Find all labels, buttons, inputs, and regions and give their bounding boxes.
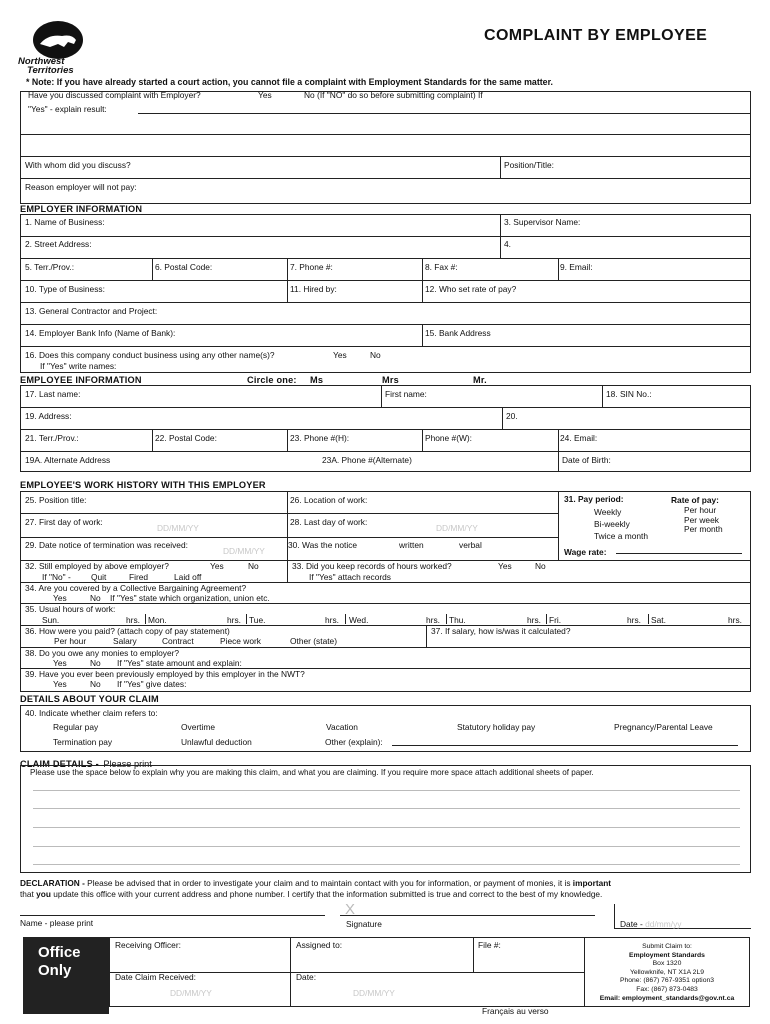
other-names-no[interactable]: No [370, 350, 381, 360]
cba-question: 34. Are you covered by a Collective Bargaining Agreement? [25, 583, 247, 593]
claim-other-line[interactable] [392, 745, 738, 746]
title-mr[interactable]: Mr. [473, 375, 487, 385]
declaration-important: important [572, 878, 612, 888]
assigned-to-field[interactable]: Assigned to: [296, 940, 343, 950]
postal-code-field[interactable]: 6. Postal Code: [155, 262, 213, 272]
name-line[interactable] [20, 915, 325, 916]
last-day-placeholder: DD/MM/YY [436, 523, 478, 533]
reason-laid-off[interactable]: Laid off [174, 572, 202, 582]
paid-other[interactable]: Other (state) [290, 636, 338, 646]
owe-yes[interactable]: Yes [53, 658, 67, 668]
rate-of-pay-label: Rate of pay: [671, 495, 719, 505]
cba-yes[interactable]: Yes [53, 593, 67, 603]
circle-one-label: Circle one: [247, 375, 297, 385]
claim-overtime[interactable]: Overtime [181, 722, 215, 732]
wage-rate-label: Wage rate: [564, 547, 607, 557]
work-phone-field[interactable]: Phone #(W): [425, 433, 473, 443]
declaration-line2: update this office with your current address and phone number. I certify that the information submitted is true and correct to the best of my knowledge. [53, 888, 603, 899]
signature-label: Signature [346, 919, 382, 929]
office-date-field[interactable]: Date: [296, 972, 317, 982]
paid-salary[interactable]: Salary [113, 636, 137, 646]
reason-quit[interactable]: Quit [91, 572, 107, 582]
fax-field[interactable]: 8. Fax #: [425, 262, 458, 272]
discussed-no[interactable]: No (If "NO" do so before submitting complaint) If [304, 90, 483, 100]
date-received-field[interactable]: Date Claim Received: [115, 972, 196, 982]
claim-details-label: CLAIM DETAILS - [20, 759, 99, 769]
business-name-field[interactable]: 1. Name of Business: [25, 217, 105, 227]
hrs-label: hrs. [527, 615, 541, 625]
salary-calc-field[interactable]: 37. If salary, how is/was it calculated? [431, 626, 571, 636]
claim-details-instruction: Please use the space below to explain why you are making this claim, and what you are claiming. If you require more space attach additional sheets of paper. [30, 768, 594, 777]
field-20[interactable]: 20. [506, 411, 518, 421]
court-note: * Note: If you have already started a court action, you cannot file a complaint with Employment Standards for the same matter. [26, 77, 553, 87]
date-of-birth-field[interactable]: Date of Birth: [562, 455, 611, 465]
cba-state[interactable]: If "Yes" state which organization, union etc. [110, 593, 270, 603]
submit-office: Employment Standards [629, 951, 705, 959]
hrs-label: hrs. [426, 615, 440, 625]
submit-phone: Phone: (867) 767-9351 option3 [619, 977, 715, 985]
other-names-yes[interactable]: Yes [333, 350, 347, 360]
terr-prov-field[interactable]: 5. Terr./Prov.: [25, 262, 75, 272]
records-attach: If "Yes" attach records [309, 572, 391, 582]
last-day-field[interactable]: 28. Last day of work: [290, 517, 368, 527]
submit-claim-box [584, 937, 750, 1007]
office-only-badge: Office Only [23, 937, 109, 1014]
declaration-that: that [20, 888, 34, 899]
alternate-phone-field[interactable]: 23A. Phone #(Alternate) [322, 455, 412, 465]
wage-rate-line[interactable] [616, 553, 742, 554]
pay-period-biweekly[interactable]: Bi-weekly [594, 519, 630, 529]
hours-fri[interactable]: Fri. [549, 615, 562, 625]
signature-x-mark: X [345, 901, 356, 918]
first-day-field[interactable]: 27. First day of work: [25, 517, 103, 527]
hrs-label: hrs. [126, 615, 140, 625]
rate-per-hour[interactable]: Per hour [684, 505, 717, 515]
claim-details-sub: Please print [103, 759, 152, 769]
notice-written[interactable]: written [399, 540, 424, 550]
hired-by-field[interactable]: 11. Hired by: [290, 284, 337, 294]
other-names-question: 16. Does this company conduct business using any other name(s)? [25, 350, 275, 360]
explain-result-line[interactable] [138, 113, 750, 114]
declaration-label: DECLARATION - [20, 878, 85, 888]
records-yes[interactable]: Yes [498, 561, 512, 571]
still-employed-question: 32. Still employed by above employer? [25, 561, 169, 571]
position-title-field[interactable]: 25. Position title: [25, 495, 87, 505]
first-name-field[interactable]: First name: [385, 389, 427, 399]
employee-postal-code-field[interactable]: 22. Postal Code: [155, 433, 217, 443]
records-no[interactable]: No [535, 561, 546, 571]
declaration-date [620, 919, 681, 929]
polar-bear-logo-icon [18, 20, 98, 60]
claim-other[interactable]: Other (explain): [325, 737, 383, 747]
with-whom-label: With whom did you discuss? [25, 160, 131, 170]
notice-verbal[interactable]: verbal [459, 540, 482, 550]
general-contractor-field[interactable]: 13. General Contractor and Project: [25, 306, 158, 316]
hours-wed[interactable]: Wed. [349, 615, 369, 625]
first-day-placeholder: DD/MM/YY [157, 523, 199, 533]
still-employed-no[interactable]: No [248, 561, 259, 571]
date-label: Date - [620, 919, 643, 929]
hours-sun[interactable]: Sun. [42, 615, 60, 625]
logo-text-northwest: Northwest [18, 56, 65, 67]
records-question: 33. Did you keep records of hours worked? [292, 561, 452, 571]
logo-text-territories: Territories [27, 65, 74, 76]
submit-email[interactable]: Email: employment_standards@gov.nt.ca [599, 994, 735, 1002]
other-names-write[interactable]: If "Yes" write names: [40, 361, 117, 371]
street-address-field[interactable]: 2. Street Address: [25, 239, 92, 249]
paid-contract[interactable]: Contract [162, 636, 194, 646]
signature-line[interactable] [340, 915, 595, 916]
owe-explain[interactable]: If "Yes" state amount and explain: [117, 658, 242, 668]
paid-per-hour[interactable]: Per hour [54, 636, 87, 646]
position-title-label: Position/Title: [504, 160, 554, 170]
type-of-business-field[interactable]: 10. Type of Business: [25, 284, 105, 294]
hrs-label: hrs. [728, 615, 742, 625]
submit-fax: Fax: (867) 873-0483 [636, 985, 698, 993]
claim-refers-label: 40. Indicate whether claim refers to: [25, 708, 158, 718]
termination-notice-date-field[interactable]: 29. Date notice of termination was received: [25, 540, 188, 550]
submit-label: Submit Claim to: [642, 943, 692, 950]
hrs-label: hrs. [227, 615, 241, 625]
office-date-placeholder: DD/MM/YY [353, 988, 395, 998]
hours-thu[interactable]: Thu. [449, 615, 466, 625]
file-number-field[interactable]: File #: [478, 940, 501, 950]
claim-regular-pay[interactable]: Regular pay [53, 722, 99, 732]
work-location-field[interactable]: 26. Location of work: [290, 495, 368, 505]
claim-details-heading: DETAILS ABOUT YOUR CLAIM [20, 694, 159, 704]
reason-label: Reason employer will not pay: [25, 182, 137, 192]
hours-mon[interactable]: Mon. [148, 615, 167, 625]
hrs-label: hrs. [325, 615, 339, 625]
usual-hours-label: 35. Usual hours of work: [25, 604, 116, 614]
notice-type-label: 30. Was the notice [288, 540, 358, 550]
declaration-you: you [36, 888, 51, 899]
previous-yes[interactable]: Yes [53, 679, 67, 689]
rate-per-month[interactable]: Per month [684, 524, 723, 534]
email-field[interactable]: 9. Email: [560, 262, 593, 272]
previous-no[interactable]: No [90, 679, 101, 689]
reason-fired[interactable]: Fired [129, 572, 149, 582]
employee-address-field[interactable]: 19. Address: [25, 411, 72, 421]
explain-result-label: "Yes" - explain result: [28, 104, 107, 114]
home-phone-field[interactable]: 23. Phone #(H): [290, 433, 350, 443]
owe-monies-question: 38. Do you owe any monies to employer? [25, 648, 180, 658]
declaration-text [20, 878, 750, 899]
title-ms[interactable]: Ms [310, 375, 324, 385]
hrs-label: hrs. [627, 615, 641, 625]
claim-unlawful-deduction[interactable]: Unlawful deduction [181, 737, 252, 747]
previous-dates[interactable]: If "Yes" give dates: [117, 679, 187, 689]
french-version-note: Français au verso [482, 1006, 549, 1016]
termination-date-placeholder: DD/MM/YY [223, 546, 265, 556]
bank-address-field[interactable]: 15. Bank Address [425, 328, 491, 338]
title-mrs[interactable]: Mrs [382, 375, 399, 385]
claim-pregnancy-leave[interactable]: Pregnancy/Parental Leave [614, 722, 713, 732]
discussed-yes[interactable]: Yes [258, 90, 272, 100]
submit-city: Yellowknife, NT X1A 2L9 [629, 968, 705, 976]
rate-per-week[interactable]: Per week [684, 515, 719, 525]
nwt-logo [18, 20, 98, 78]
last-name-field[interactable]: 17. Last name: [25, 389, 81, 399]
hours-tue[interactable]: Tue. [249, 615, 266, 625]
date-placeholder: dd/mm/yy [645, 919, 682, 929]
bank-name-field[interactable]: 14. Employer Bank Info (Name of Bank): [25, 328, 176, 338]
cba-no[interactable]: No [90, 593, 101, 603]
receiving-officer-field[interactable]: Receiving Officer: [115, 940, 181, 950]
claim-vacation[interactable]: Vacation [326, 722, 358, 732]
how-paid-question: 36. How were you paid? (attach copy of pay statement) [25, 626, 230, 636]
phone-field[interactable]: 7. Phone #: [290, 262, 333, 272]
alternate-address-field[interactable]: 19A. Alternate Address [25, 455, 111, 465]
work-history-heading: EMPLOYEE'S WORK HISTORY WITH THIS EMPLOYER [20, 480, 266, 490]
employer-info-heading: EMPLOYER INFORMATION [20, 204, 143, 214]
employee-email-field[interactable]: 24. Email: [560, 433, 598, 443]
paid-piece-work[interactable]: Piece work [220, 636, 261, 646]
name-print-label: Name - please print [20, 918, 94, 928]
previous-employment-question: 39. Have you ever been previously employed by this employer in the NWT? [25, 669, 305, 679]
pay-period-weekly[interactable]: Weekly [594, 507, 622, 517]
owe-no[interactable]: No [90, 658, 101, 668]
pay-period-twice-month[interactable]: Twice a month [594, 531, 648, 541]
claim-termination-pay[interactable]: Termination pay [53, 737, 113, 747]
sin-field[interactable]: 18. SIN No.: [606, 389, 652, 399]
discussed-question: Have you discussed complaint with Employer? [28, 90, 201, 100]
form-title: COMPLAINT BY EMPLOYEE [484, 27, 708, 44]
date-received-placeholder: DD/MM/YY [170, 988, 212, 998]
hours-sat[interactable]: Sat. [651, 615, 666, 625]
pay-period-label: 31. Pay period: [564, 494, 624, 504]
submit-box: Box 1320 [652, 960, 682, 968]
rate-set-by-field[interactable]: 12. Who set rate of pay? [425, 284, 517, 294]
declaration-line1: Please be advised that in order to investigate your claim and to maintain contact with you for information, or payment of monies, it is [87, 878, 571, 888]
claim-statutory-holiday[interactable]: Statutory holiday pay [457, 722, 536, 732]
employee-info-heading: EMPLOYEE INFORMATION [20, 375, 142, 385]
still-employed-yes[interactable]: Yes [210, 561, 224, 571]
supervisor-name-field[interactable]: 3. Supervisor Name: [504, 217, 581, 227]
employee-terr-prov-field[interactable]: 21. Terr./Prov.: [25, 433, 79, 443]
claim-details-box[interactable] [20, 765, 751, 873]
field-4[interactable]: 4. [504, 239, 511, 249]
if-no-label: If "No" - [42, 572, 71, 582]
